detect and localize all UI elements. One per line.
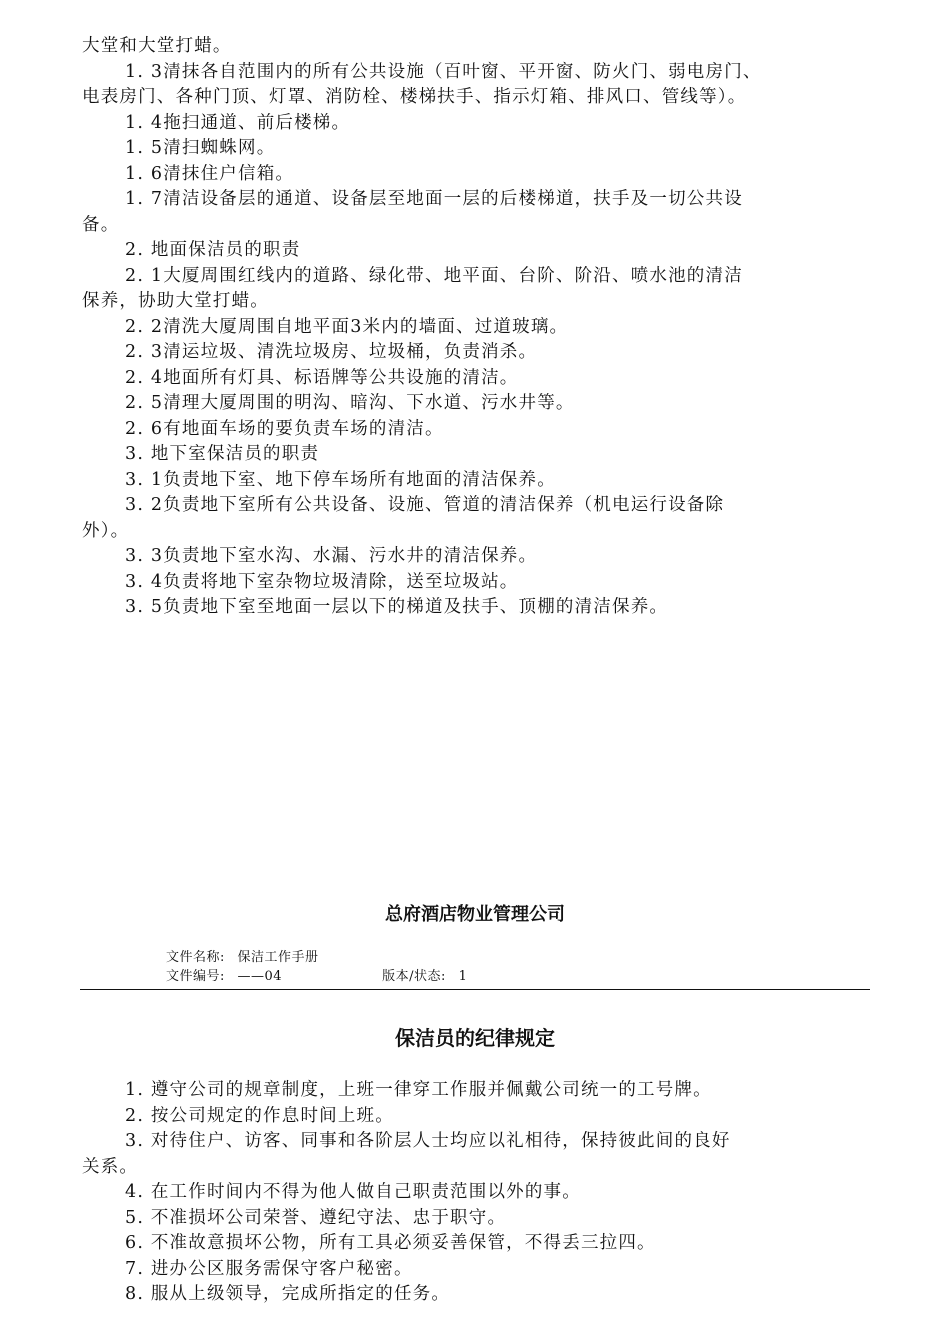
text-line: 2. 1大厦周围红线内的道路、绿化带、地平面、台阶、阶沿、喷水池的清洁 (125, 265, 743, 286)
text-line: 2. 2清洗大厦周围自地平面3米内的墙面、过道玻璃。 (125, 316, 569, 337)
file-name-row (166, 948, 319, 967)
text-line: 电表房门、各种门顶、灯罩、消防栓、楼梯扶手、指示灯箱、排风口、管线等）。 (82, 87, 747, 107)
text-line: 1. 3清抹各自范围内的所有公共设施（百叶窗、平开窗、防火门、弱电房门、 (125, 61, 762, 82)
text-line: 3. 3负责地下室水沟、水漏、污水井的清洁保养。 (125, 546, 538, 566)
rule-item: 5. 不准损坏公司荣誉、遵纪守法、忠于职守。 (125, 1207, 507, 1228)
file-number-row (166, 967, 467, 986)
text-line: 3. 4负责将地下室杂物垃圾清除，送至垃圾站。 (125, 571, 519, 592)
company-name: 总府酒店物业管理公司 (385, 904, 565, 925)
text-line: 备。 (82, 214, 120, 235)
text-line: 2. 6有地面车场的要负责车场的清洁。 (125, 418, 444, 439)
text-line: 3. 1负责地下室、地下停车场所有地面的清洁保养。 (125, 469, 556, 490)
rule-item: 7. 进办公区服务需保守客户秘密。 (125, 1258, 413, 1279)
text-line: 1. 7清洁设备层的通道、设备层至地面一层的后楼梯道，扶手及一切公共设 (125, 189, 743, 209)
rule-item: 4. 在工作时间内不得为他人做自己职责范围以外的事。 (125, 1182, 581, 1202)
text-line: 1. 5清扫蜘蛛网。 (125, 138, 276, 158)
rule-item: 6. 不准故意损坏公物，所有工具必须妥善保管，不得丢三拉四。 (125, 1233, 656, 1253)
discipline-rules-section (82, 1078, 870, 1308)
section-heading: 2. 地面保洁员的职责 (125, 240, 301, 260)
file-number-value: ——04 (237, 969, 283, 984)
text-line: 1. 6清抹住户信箱。 (125, 163, 295, 184)
version-label: 版本/状态: (382, 969, 446, 984)
rule-item: 2. 按公司规定的作息时间上班。 (125, 1105, 394, 1126)
text-line: 2. 5清理大厦周围的明沟、暗沟、下水道、污水井等。 (125, 393, 575, 413)
text-line: 3. 5负责地下室至地面一层以下的梯道及扶手、顶棚的清洁保养。 (125, 597, 669, 617)
text-line: 3. 2负责地下室所有公共设备、设施、管道的清洁保养（机电运行设备除 (125, 495, 725, 515)
discipline-title: 保洁员的纪律规定 (395, 1026, 555, 1050)
file-name-value: 保洁工作手册 (237, 950, 319, 965)
text-line: 大堂和大堂打蜡。 (82, 36, 232, 56)
file-name-label: 文件名称: (166, 950, 225, 965)
section-heading: 3. 地下室保洁员的职责 (125, 444, 320, 464)
version-value: 1 (458, 969, 468, 984)
rule-item: 3. 对待住户、访客、同事和各阶层人士均应以礼相待，保持彼此间的良好 (125, 1131, 731, 1151)
rule-item: 1. 遵守公司的规章制度，上班一律穿工作服并佩戴公司统一的工号牌。 (125, 1080, 712, 1100)
header-divider (80, 989, 870, 990)
file-number-label: 文件编号: (166, 969, 225, 984)
cleaning-duties-section (82, 34, 870, 621)
text-line: 1. 4拖扫通道、前后楼梯。 (125, 112, 351, 133)
text-line: 2. 3清运垃圾、清洗垃圾房、垃圾桶，负责消杀。 (125, 342, 538, 362)
text-line: 保养，协助大堂打蜡。 (82, 291, 269, 311)
rule-item: 关系。 (82, 1156, 139, 1177)
text-line: 外）。 (82, 520, 130, 541)
rule-item: 8. 服从上级领导，完成所指定的任务。 (125, 1284, 451, 1304)
text-line: 2. 4地面所有灯具、标语牌等公共设施的清洁。 (125, 367, 519, 388)
